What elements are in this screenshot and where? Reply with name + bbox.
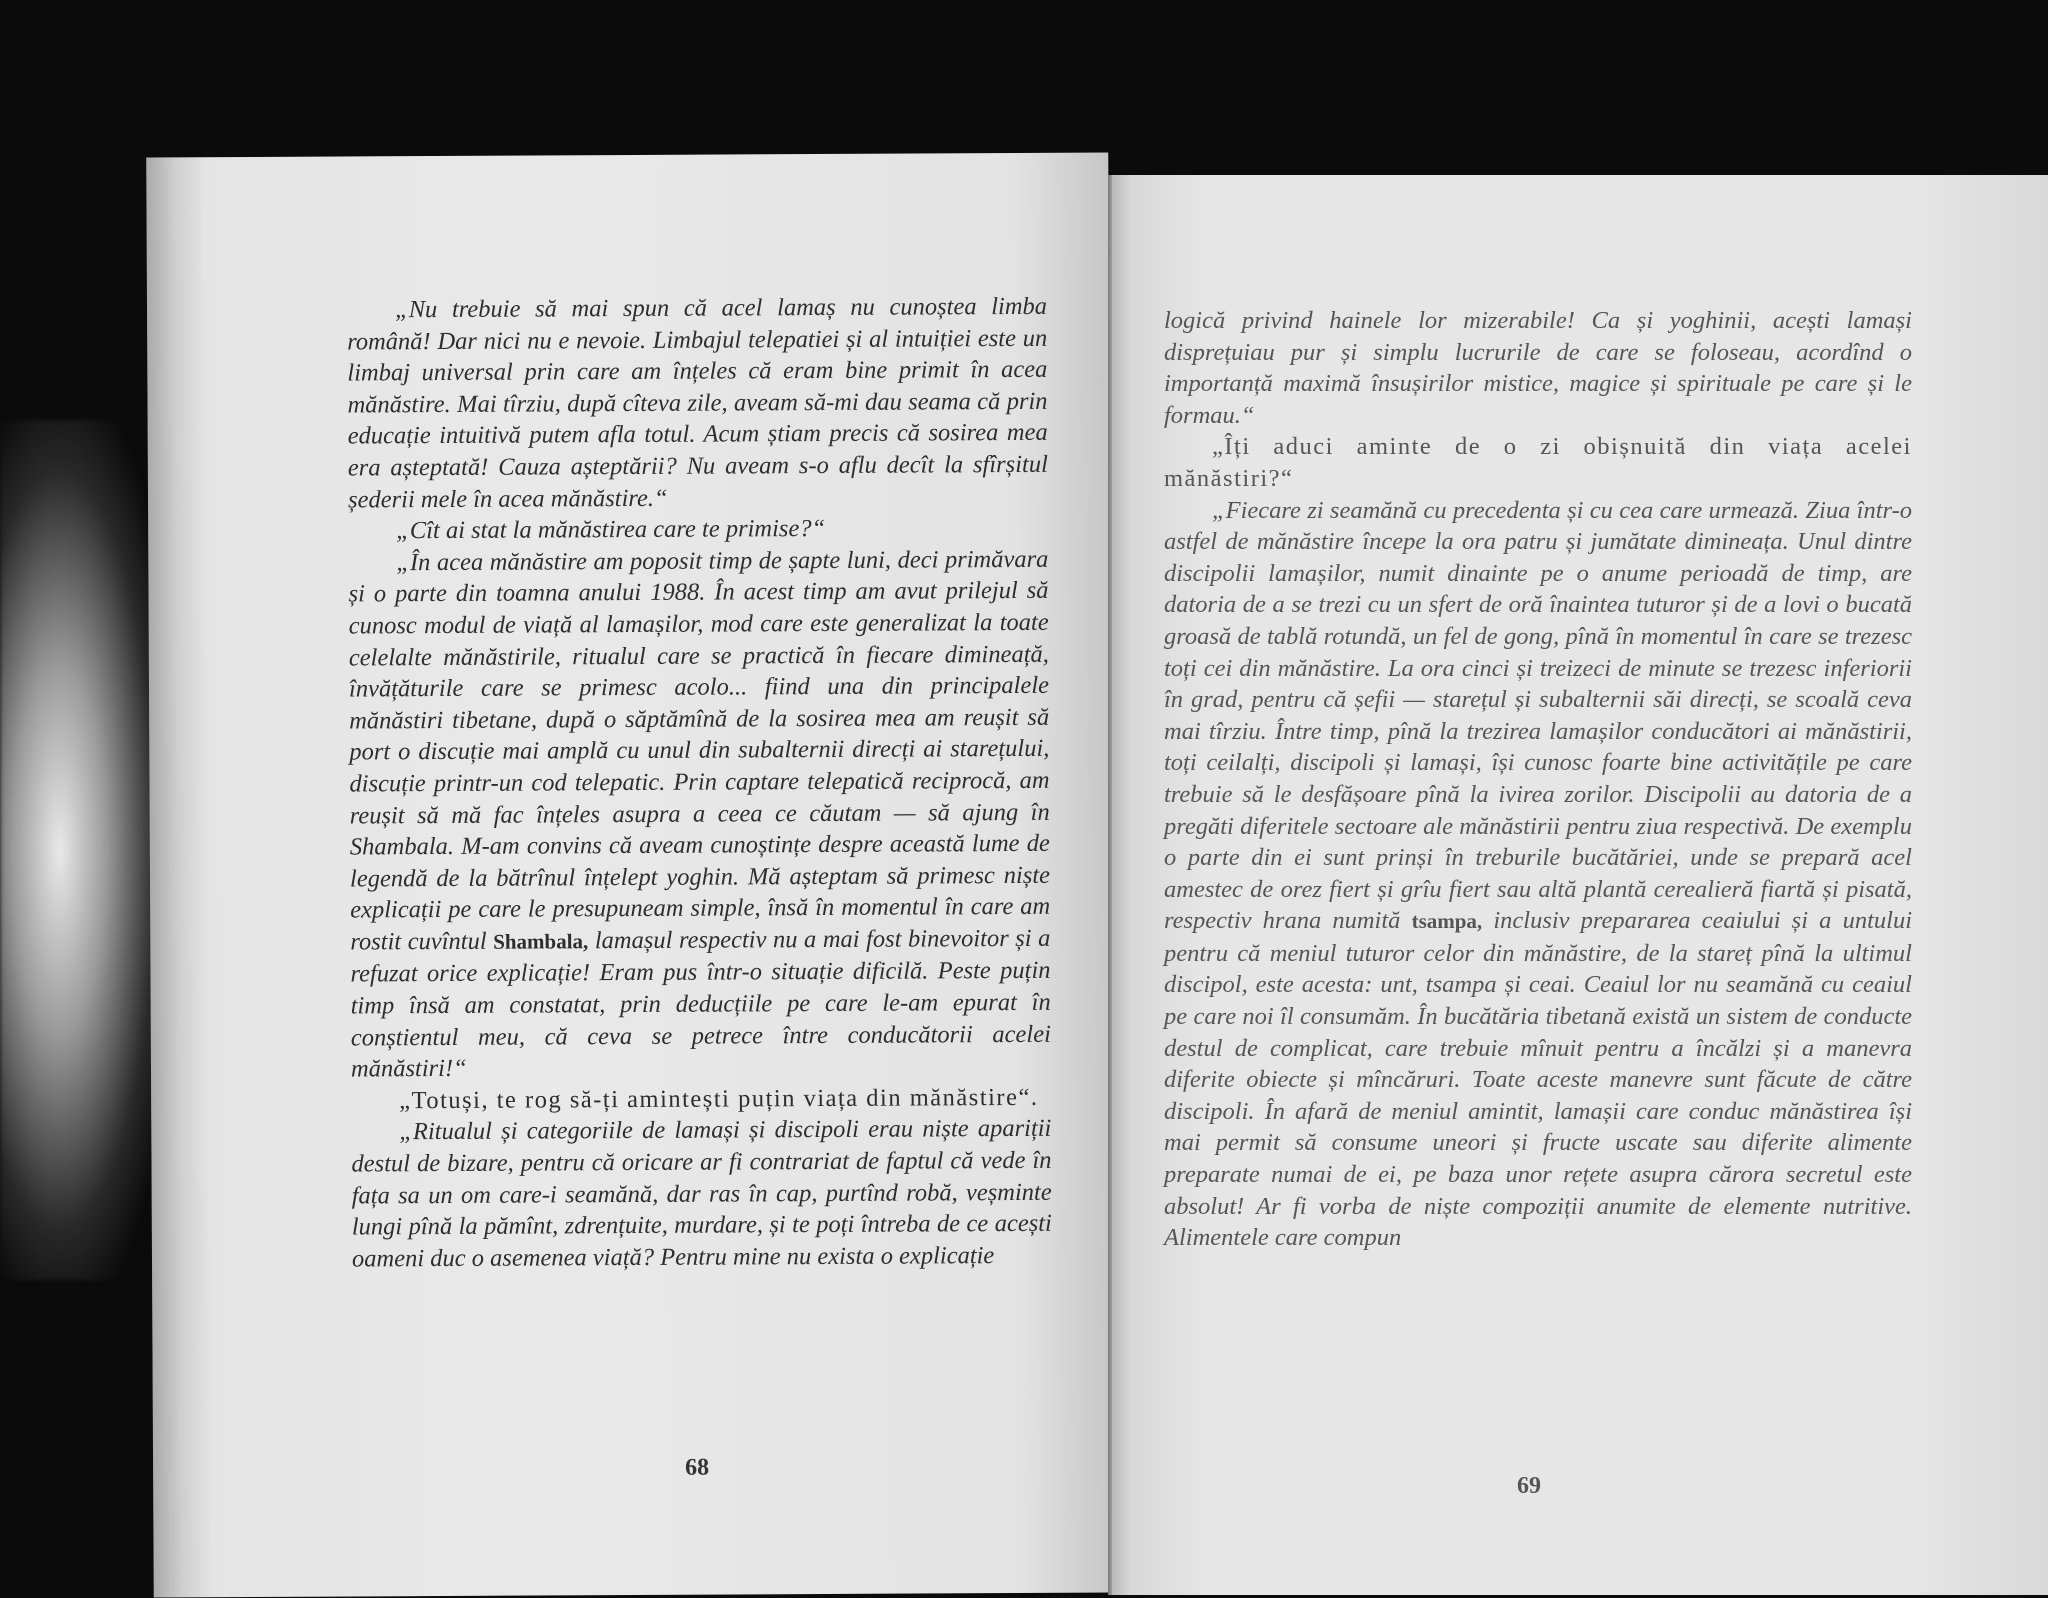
paragraph: [1164, 431, 1912, 494]
paragraph-text: „Totuși, te rog să-ți amintești puțin viața din mănăstire“.: [399, 1083, 1039, 1115]
bold-term: tsampa,: [1411, 909, 1483, 934]
background-light-glare: [0, 420, 170, 1280]
right-page: [1112, 175, 2048, 1595]
paragraph: „Cît ai stat la mănăstirea care te primise?“: [396, 515, 826, 545]
left-page: [146, 152, 1116, 1597]
page-number: 68: [685, 1454, 710, 1481]
paragraph-text: „Îți aduci aminte de o zi obișnuită din viața acelei mănăstiri?“: [1164, 433, 1912, 492]
paragraph: logică privind hainele lor mizerabile! Ca și yoghinii, acești lamași disprețuiau pur și simplu lucrurile de care se foloseau, acordînd o importanță maximă însușirilor mistice, magice și spirituale pe care și le formau.“: [1164, 307, 1912, 429]
paragraph: [351, 1082, 1051, 1117]
paragraph-text: „Fiecare zi seamănă cu precedenta și cu cea care urmează. Ziua într-o astfel de mănăstire începe la ora patru și jumătate dimineața. Unul dintre discipolii lamașilor, numit dinainte pe o anume perioadă de timp, are datoria de a se trezi cu un sfert de oră înaintea tuturor și de a lovi o bucată groasă de tablă rotundă, un fel de gong, pînă în momentul în care se trezesc toți cei din mănăstire. La ora cinci și treizeci de minute se trezesc inferiorii în grad, pentru că șefii — starețul și subalternii săi direcți, se scoală ceva mai tîrziu. Între timp, pînă la trezirea lamașilor conducători ai mănăstirii, toți ceilalți, discipoli și lamași, își cunosc foarte bine activitățile pe care trebuie să le desfășoare pînă la ivirea zorilor. Discipolii au datoria de a pregăti diferitele sectoare ale mănăstirii pentru ziua respectivă. De exemplu o parte din ei sunt prinși în treburile bucătăriei, unde se prepară acel amestec de orez fiert și grîu fiert sau altă plantă cerealieră fiartă și pisată, respectiv hrana numită: [1164, 496, 1912, 935]
bold-term: Shambala,: [493, 929, 589, 954]
page-edge-shadow: [146, 157, 214, 1597]
paragraph: „Ritualul și categoriile de lamași și discipoli erau niște apariții destul de bizare, pentru că oricare ar fi contrariat de faptul că vede în fața sa un om care-i seamănă, dar ras în cap, purtînd robă, veșminte lungi pînă la pămînt, zdrențuite, murdare, și te poți întreba de ce acești oameni duc o asemenea viață? Pentru mine nu exista o explicație: [351, 1115, 1052, 1273]
paragraph-text: lamașul respectiv nu a mai fost binevoitor și a refuzat orice explicație! Eram pus într-o situație dificilă. Peste puțin timp însă am constatat, prin deducțiile pe care le-am epurat în conștientul meu, că ceva se petrece între conducătorii acelei mănăstiri!“: [350, 924, 1051, 1083]
paragraph-text: inclusiv prepararea ceaiului și a untului pentru că meniul tuturor celor din mănăstire, de la stareț pînă la ultimul discipol, este acesta: unt, tsampa și ceai. Ceaiul lor nu seamănă cu ceaiul pe care noi îl consumăm. În bucătăria tibetană există un sistem de conducte destul de complicat, care trebuie mînuit pentru a încălzi și a manevra diferite obiecte și mîncăruri. Toate aceste manevre sunt făcute de către discipoli. În afară de meniul amintit, lamașii care conduc mănăstirea își mai permit să consume uneori și fructe uscate sau diferite alimente preparate numai de ei, pe baza unor rețete asupra cărora secretul este absolut! Ar fi vorba de niște compoziții anumite de elemente nutritive. Alimentele care compun: [1164, 907, 1913, 1252]
paragraph: [348, 544, 1051, 1086]
left-page-text: [347, 291, 1052, 1275]
paragraph: [1164, 495, 1912, 1254]
paragraph: „Nu trebuie să mai spun că acel lamaș nu cunoștea limba română! Dar nici nu e nevoie. Limbajul telepatiei și al intuiției este un limbaj universal prin care am înțeles că eram bine primit în acea mănăstire. Mai tîrziu, după cîteva zile, aveam să-mi dau seama că prin educație intuitivă putem afla totul. Acum știam precis că sosirea mea era așteptată! Cauza așteptării? Nu aveam s-o aflu decît la sfîrșitul șederii mele în acea mănăstire.“: [347, 292, 1048, 514]
right-page-text: [1164, 305, 1912, 1254]
page-number: 69: [1517, 1473, 1541, 1499]
paragraph-text: „În acea mănăstire am poposit timp de șapte luni, deci primăvara și o parte din toamna anului 1988. În acest timp am avut prilejul să cunosc modul de viață al lamașilor, mod care este generalizat la toate celelalte mănăstirile, ritualul care se practică în fiecare dimineață, învățăturile care se primesc acolo... fiind una din principalele mănăstiri tibetane, după o săptămînă de la sosirea mea am reușit să port o discuție mai amplă cu unul din subalternii direcți ai starețului, discuție printr-un cod telepatic. Prin captare telepatică reciprocă, am reușit să mă fac înțeles asupra a ceea ce căutam — să ajung în Shambala. M-am convins că aveam cunoștințe despre această lume de legendă de la bătrînul înțelept yoghin. Mă așteptam să primesc niște explicații pe care le presupuneam simple, însă în momentul în care am rostit cuvîntul: [348, 545, 1051, 956]
